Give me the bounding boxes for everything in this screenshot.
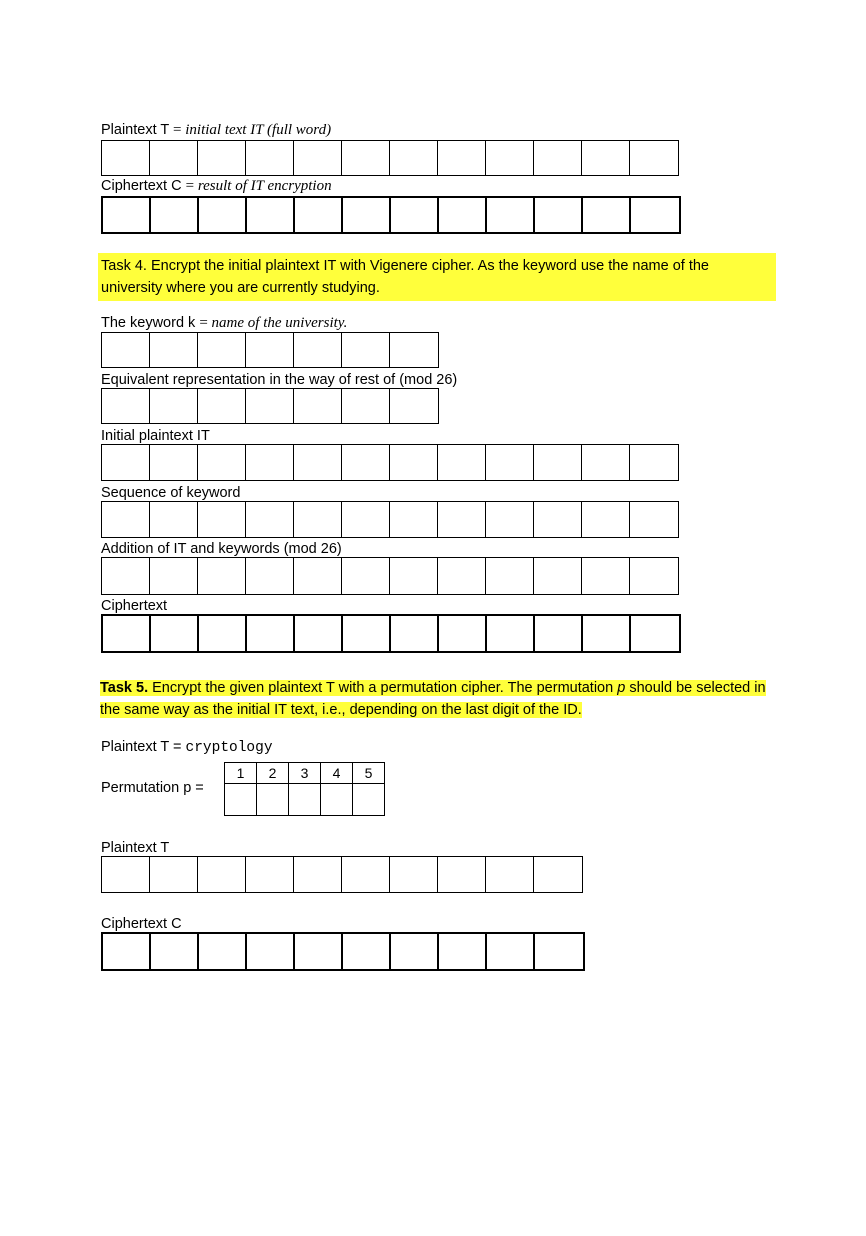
grid-cell — [535, 198, 583, 232]
grid-cell — [438, 558, 486, 594]
grid-cell — [487, 934, 535, 969]
grid-cell — [150, 445, 198, 480]
grid-cell — [582, 558, 630, 594]
grid-cell — [487, 616, 535, 651]
task4-ciphertext-grid — [101, 614, 681, 653]
grid-cell — [391, 616, 439, 651]
grid-cell — [535, 934, 583, 969]
grid-cell — [247, 934, 295, 969]
permutation-table — [224, 762, 385, 816]
grid-cell — [631, 198, 679, 232]
initial-plaintext-label: Initial plaintext IT — [101, 428, 210, 444]
task5-plaintext-prefix: Plaintext T = — [101, 739, 186, 755]
grid-cell — [582, 502, 630, 537]
grid-cell — [246, 333, 294, 367]
grid-cell — [342, 333, 390, 367]
keyword-label — [101, 315, 347, 332]
grid-cell — [583, 198, 631, 232]
task5-p: p — [617, 680, 626, 696]
grid-cell — [343, 934, 391, 969]
grid-cell — [199, 934, 247, 969]
grid-cell — [486, 141, 534, 175]
grid-cell — [343, 616, 391, 651]
grid-cell — [198, 502, 246, 537]
grid-cell — [582, 141, 630, 175]
grid-cell — [150, 389, 198, 423]
grid-cell — [630, 558, 678, 594]
grid-cell — [342, 141, 390, 175]
grid-cell — [294, 502, 342, 537]
grid-cell — [390, 857, 438, 892]
grid-cell — [534, 558, 582, 594]
grid-cell — [294, 558, 342, 594]
plaintext-grid — [101, 140, 679, 176]
grid-cell — [583, 616, 631, 651]
grid-cell — [486, 445, 534, 480]
grid-cell — [199, 616, 247, 651]
grid-cell — [390, 502, 438, 537]
task5-plaintext-value: cryptology — [185, 740, 273, 756]
grid-cell — [198, 445, 246, 480]
grid-cell — [150, 558, 198, 594]
task5-text-b: should be selected in — [625, 680, 766, 696]
perm-header-5: 5 — [353, 763, 385, 784]
grid-cell — [438, 445, 486, 480]
grid-cell — [534, 445, 582, 480]
grid-cell — [102, 389, 150, 423]
perm-value-cell — [289, 784, 321, 816]
grid-cell — [630, 502, 678, 537]
grid-cell — [439, 616, 487, 651]
plaintext-prefix: Plaintext T — [101, 122, 174, 138]
grid-cell — [247, 198, 295, 232]
grid-cell — [247, 616, 295, 651]
perm-value-cell — [321, 784, 353, 816]
perm-value-cell — [225, 784, 257, 816]
perm-header-4: 4 — [321, 763, 353, 784]
grid-cell — [246, 502, 294, 537]
ciphertext-prefix: Ciphertext C — [101, 178, 186, 194]
grid-cell — [246, 857, 294, 892]
grid-cell — [103, 198, 151, 232]
grid-cell — [534, 141, 582, 175]
task5-ciphertext-label: Ciphertext C — [101, 916, 182, 932]
ciphertext-eq: = — [185, 178, 198, 194]
grid-cell — [246, 141, 294, 175]
grid-cell — [246, 445, 294, 480]
grid-cell — [295, 198, 343, 232]
keyword-grid — [101, 332, 439, 368]
grid-cell — [390, 445, 438, 480]
grid-cell — [102, 141, 150, 175]
grid-cell — [342, 445, 390, 480]
grid-cell — [294, 389, 342, 423]
grid-cell — [295, 616, 343, 651]
task5-plaintext-grid-label: Plaintext T — [101, 840, 170, 856]
grid-cell — [102, 857, 150, 892]
grid-cell — [438, 857, 486, 892]
task5-bold: Task 5. — [100, 680, 149, 696]
grid-cell — [151, 198, 199, 232]
grid-cell — [391, 934, 439, 969]
initial-plaintext-grid — [101, 444, 679, 481]
grid-cell — [294, 445, 342, 480]
grid-cell — [390, 141, 438, 175]
grid-cell — [630, 141, 678, 175]
grid-cell — [390, 333, 438, 367]
grid-cell — [246, 558, 294, 594]
perm-value-cell — [353, 784, 385, 816]
grid-cell — [631, 616, 679, 651]
grid-cell — [198, 857, 246, 892]
grid-cell — [582, 445, 630, 480]
grid-cell — [486, 857, 534, 892]
grid-cell — [103, 616, 151, 651]
keyword-prefix: The keyword k — [101, 315, 200, 331]
grid-cell — [150, 857, 198, 892]
grid-cell — [439, 198, 487, 232]
task4-ciphertext-label: Ciphertext — [101, 598, 168, 614]
permutation-label: Permutation p = — [101, 780, 204, 796]
grid-cell — [103, 934, 151, 969]
grid-cell — [151, 616, 199, 651]
grid-cell — [630, 445, 678, 480]
grid-cell — [295, 934, 343, 969]
addition-label: Addition of IT and keywords (mod 26) — [101, 541, 342, 557]
grid-cell — [198, 389, 246, 423]
equivalent-grid — [101, 388, 439, 424]
task5-plaintext-grid — [101, 856, 583, 893]
task4-instructions: Task 4. Encrypt the initial plaintext IT with Vigenere cipher. As the keyword use the name of the university where you are currently studying. — [98, 253, 776, 301]
plaintext-label — [101, 122, 331, 139]
task5-text-a: Encrypt the given plaintext T with a permutation cipher. The permutation — [148, 680, 618, 696]
plaintext-eq: = — [173, 122, 186, 138]
grid-cell — [438, 141, 486, 175]
perm-header-1: 1 — [225, 763, 257, 784]
grid-cell — [198, 558, 246, 594]
perm-header-2: 2 — [257, 763, 289, 784]
grid-cell — [439, 934, 487, 969]
grid-cell — [199, 198, 247, 232]
plaintext-desc: initial text IT (full word) — [185, 122, 332, 138]
grid-cell — [342, 857, 390, 892]
keyword-desc: name of the university. — [211, 315, 348, 331]
grid-cell — [294, 141, 342, 175]
grid-cell — [391, 198, 439, 232]
sequence-grid — [101, 501, 679, 538]
task5-text-c: the same way as the initial IT text, i.e., depending on the last digit of the ID. — [100, 702, 582, 718]
task5-instructions — [100, 677, 766, 721]
ciphertext-desc: result of IT encryption — [197, 178, 332, 194]
grid-cell — [390, 389, 438, 423]
perm-header-3: 3 — [289, 763, 321, 784]
ciphertext-label — [101, 178, 332, 195]
grid-cell — [486, 558, 534, 594]
grid-cell — [102, 502, 150, 537]
grid-cell — [246, 389, 294, 423]
grid-cell — [102, 333, 150, 367]
grid-cell — [198, 141, 246, 175]
grid-cell — [342, 558, 390, 594]
grid-cell — [198, 333, 246, 367]
grid-cell — [342, 389, 390, 423]
grid-cell — [294, 333, 342, 367]
grid-cell — [343, 198, 391, 232]
grid-cell — [102, 558, 150, 594]
keyword-eq: = — [199, 315, 212, 331]
addition-grid — [101, 557, 679, 595]
grid-cell — [486, 502, 534, 537]
grid-cell — [151, 934, 199, 969]
task5-plaintext-label — [101, 739, 273, 757]
sequence-label: Sequence of keyword — [101, 485, 241, 501]
grid-cell — [390, 558, 438, 594]
grid-cell — [102, 445, 150, 480]
grid-cell — [150, 333, 198, 367]
grid-cell — [534, 857, 582, 892]
grid-cell — [150, 141, 198, 175]
equivalent-label: Equivalent representation in the way of rest of (mod 26) — [101, 372, 458, 388]
grid-cell — [534, 502, 582, 537]
grid-cell — [487, 198, 535, 232]
grid-cell — [438, 502, 486, 537]
task5-ciphertext-grid — [101, 932, 585, 971]
grid-cell — [535, 616, 583, 651]
ciphertext-grid — [101, 196, 681, 234]
grid-cell — [294, 857, 342, 892]
grid-cell — [150, 502, 198, 537]
grid-cell — [342, 502, 390, 537]
perm-value-cell — [257, 784, 289, 816]
